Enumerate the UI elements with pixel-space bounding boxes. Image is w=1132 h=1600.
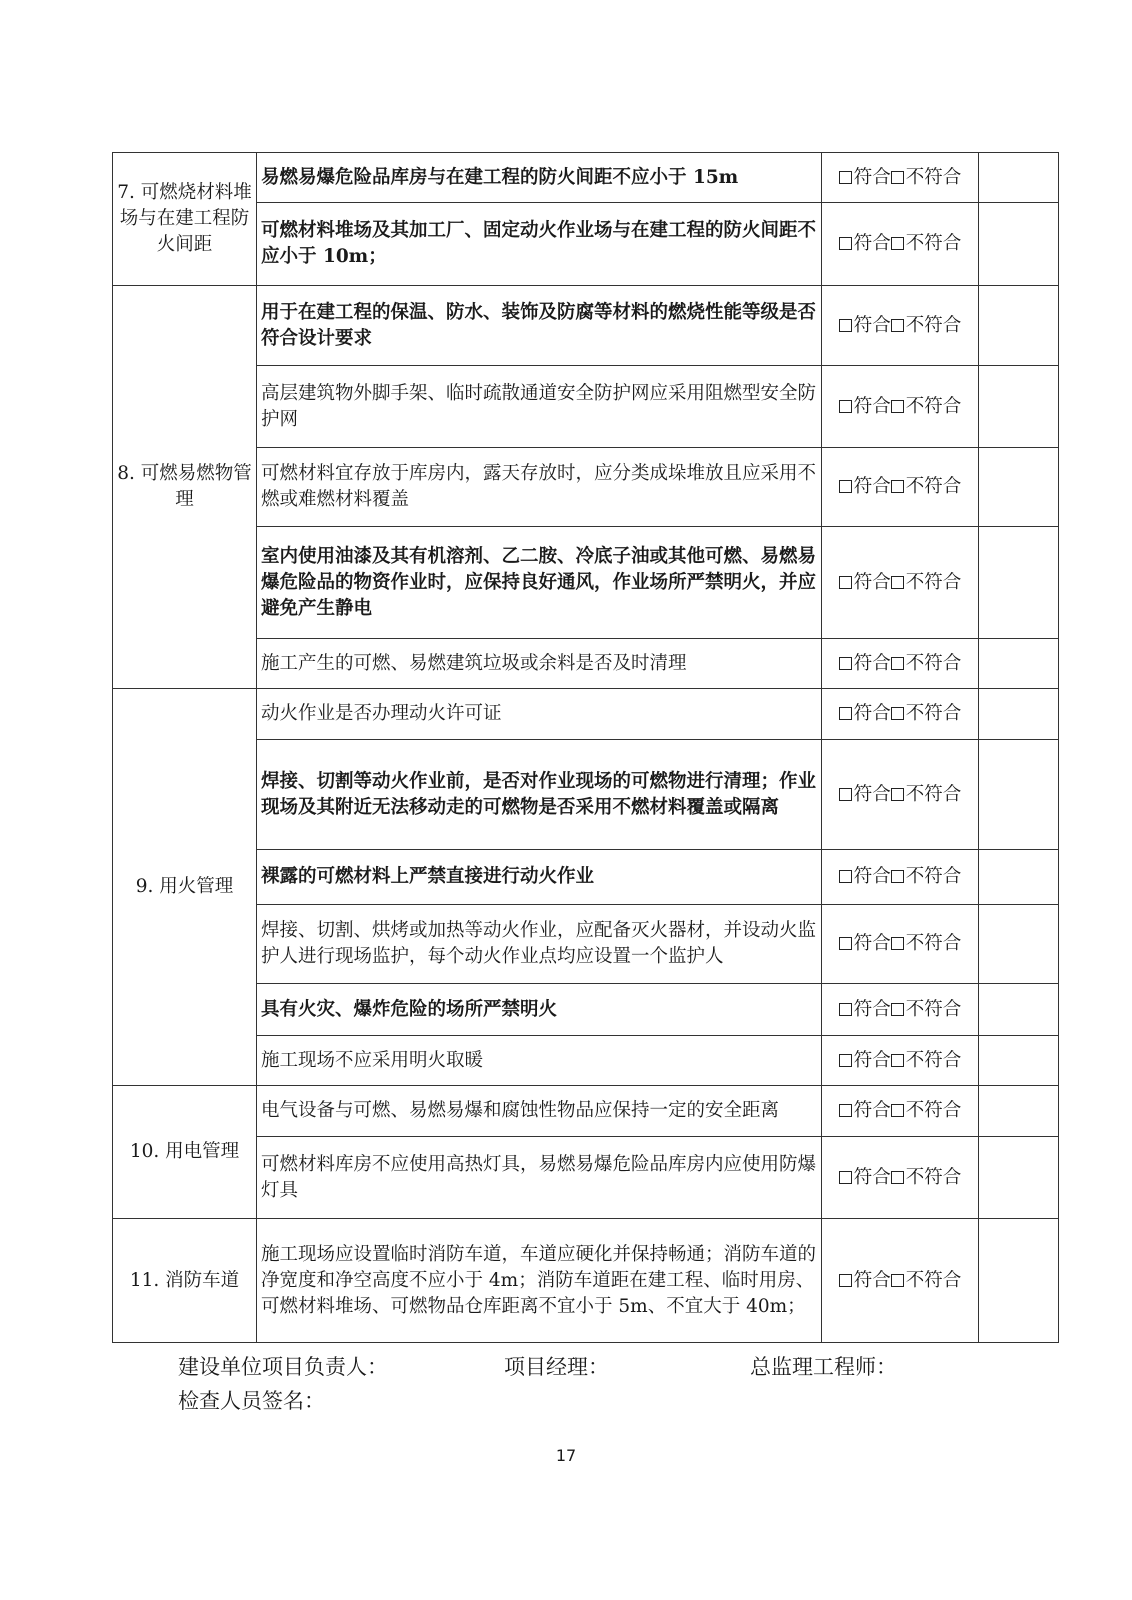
inspector-signature-label: 检查人员签名：: [178, 1389, 325, 1413]
checkbox-icon[interactable]: [839, 237, 852, 250]
category-cell: 11. 消防车道: [113, 1219, 257, 1343]
page-number: 17: [555, 1446, 577, 1465]
item-cell: 用于在建工程的保温、防水、装饰及防腐等材料的燃烧性能等级是否符合设计要求: [257, 286, 822, 366]
checkbox-icon[interactable]: [891, 1274, 904, 1287]
category-cell: 7. 可燃烧材料堆场与在建工程防火间距: [113, 153, 257, 286]
pm-signature-label: 项目经理：: [504, 1355, 609, 1379]
checkbox-icon[interactable]: [839, 1054, 852, 1067]
category-cell: 10. 用电管理: [113, 1086, 257, 1219]
checkbox-icon[interactable]: [839, 171, 852, 184]
item-cell: 高层建筑物外脚手架、临时疏散通道安全防护网应采用阻燃型安全防护网: [257, 366, 822, 448]
result-cell: 符合 不符合: [822, 286, 979, 366]
remark-cell[interactable]: [979, 1036, 1059, 1086]
item-cell: 施工产生的可燃、易燃建筑垃圾或余料是否及时清理: [257, 639, 822, 689]
result-cell: 符合 不符合: [822, 905, 979, 984]
signature-row: [178, 1350, 978, 1384]
checkbox-icon[interactable]: [891, 171, 904, 184]
item-cell: 电气设备与可燃、易燃易爆和腐蚀性物品应保持一定的安全距离: [257, 1086, 822, 1137]
remark-cell[interactable]: [979, 203, 1059, 286]
item-cell: 裸露的可燃材料上严禁直接进行动火作业: [257, 850, 822, 905]
result-cell: 符合 不符合: [822, 1086, 979, 1137]
table-row: [113, 689, 1059, 740]
item-cell: 焊接、切割等动火作业前，是否对作业现场的可燃物进行清理；作业现场及其附近无法移动走的可燃物是否采用不燃材料覆盖或隔离: [257, 740, 822, 850]
checkbox-icon[interactable]: [891, 576, 904, 589]
result-cell: 符合 不符合: [822, 153, 979, 203]
result-cell: 符合 不符合: [822, 448, 979, 527]
checkbox-icon[interactable]: [891, 1171, 904, 1184]
remark-cell[interactable]: [979, 527, 1059, 639]
table-row: [113, 286, 1059, 366]
owner-signature-label: 建设单位项目负责人：: [178, 1355, 388, 1379]
remark-cell[interactable]: [979, 639, 1059, 689]
checkbox-icon[interactable]: [839, 1003, 852, 1016]
checkbox-icon[interactable]: [839, 657, 852, 670]
item-cell: 可燃材料库房不应使用高热灯具，易燃易爆危险品库房内应使用防爆灯具: [257, 1137, 822, 1219]
remark-cell[interactable]: [979, 1086, 1059, 1137]
checkbox-icon[interactable]: [891, 657, 904, 670]
remark-cell[interactable]: [979, 153, 1059, 203]
table-row: [113, 1086, 1059, 1137]
item-cell: 易燃易爆危险品库房与在建工程的防火间距不应小于 15m: [257, 153, 822, 203]
result-cell: 符合 不符合: [822, 1036, 979, 1086]
item-cell: 可燃材料宜存放于库房内，露天存放时，应分类成垛堆放且应采用不燃或难燃材料覆盖: [257, 448, 822, 527]
remark-cell[interactable]: [979, 286, 1059, 366]
remark-cell[interactable]: [979, 689, 1059, 740]
result-cell: 符合 不符合: [822, 850, 979, 905]
remark-cell[interactable]: [979, 850, 1059, 905]
checkbox-icon[interactable]: [839, 400, 852, 413]
checkbox-icon[interactable]: [839, 576, 852, 589]
checkbox-icon[interactable]: [839, 707, 852, 720]
result-cell: 符合 不符合: [822, 689, 979, 740]
result-cell: 符合 不符合: [822, 639, 979, 689]
checkbox-icon[interactable]: [891, 400, 904, 413]
checkbox-icon[interactable]: [839, 1104, 852, 1117]
table-row: [113, 1219, 1059, 1343]
checkbox-icon[interactable]: [839, 319, 852, 332]
item-cell: 室内使用油漆及其有机溶剂、乙二胺、冷底子油或其他可燃、易燃易爆危险品的物资作业时，应保持良好通风，作业场所严禁明火，并应避免产生静电: [257, 527, 822, 639]
checklist-table: [112, 152, 1059, 1343]
signature-footer: [178, 1350, 978, 1418]
checkbox-icon[interactable]: [891, 707, 904, 720]
remark-cell[interactable]: [979, 905, 1059, 984]
item-cell: 施工现场不应采用明火取暖: [257, 1036, 822, 1086]
category-cell: 8. 可燃易燃物管理: [113, 286, 257, 689]
category-cell: 9. 用火管理: [113, 689, 257, 1086]
checkbox-icon[interactable]: [891, 788, 904, 801]
checkbox-icon[interactable]: [891, 1003, 904, 1016]
item-cell: 焊接、切割、烘烤或加热等动火作业，应配备灭火器材，并设动火监护人进行现场监护，每个动火作业点均应设置一个监护人: [257, 905, 822, 984]
remark-cell[interactable]: [979, 366, 1059, 448]
result-cell: 符合 不符合: [822, 1219, 979, 1343]
result-cell: 符合 不符合: [822, 1137, 979, 1219]
checkbox-icon[interactable]: [891, 937, 904, 950]
result-cell: 符合 不符合: [822, 366, 979, 448]
remark-cell[interactable]: [979, 740, 1059, 850]
checkbox-icon[interactable]: [891, 1104, 904, 1117]
result-cell: 符合 不符合: [822, 740, 979, 850]
result-cell: 符合 不符合: [822, 527, 979, 639]
item-cell: 具有火灾、爆炸危险的场所严禁明火: [257, 984, 822, 1036]
checkbox-icon[interactable]: [891, 237, 904, 250]
table-row: [113, 153, 1059, 203]
checkbox-icon[interactable]: [891, 480, 904, 493]
result-cell: 符合 不符合: [822, 203, 979, 286]
chief-engineer-signature-label: 总监理工程师：: [750, 1355, 897, 1379]
item-cell: 施工现场应设置临时消防车道，车道应硬化并保持畅通；消防车道的净宽度和净空高度不应小于 4m；消防车道距在建工程、临时用房、可燃材料堆场、可燃物品仓库距离不宜小于 5m、不宜大于 40m；: [257, 1219, 822, 1343]
checkbox-icon[interactable]: [891, 1054, 904, 1067]
checkbox-icon[interactable]: [839, 788, 852, 801]
item-cell: 动火作业是否办理动火许可证: [257, 689, 822, 740]
remark-cell[interactable]: [979, 1219, 1059, 1343]
result-cell: 符合 不符合: [822, 984, 979, 1036]
remark-cell[interactable]: [979, 1137, 1059, 1219]
item-cell: 可燃材料堆场及其加工厂、固定动火作业场与在建工程的防火间距不应小于 10m；: [257, 203, 822, 286]
remark-cell[interactable]: [979, 984, 1059, 1036]
checkbox-icon[interactable]: [839, 1171, 852, 1184]
checkbox-icon[interactable]: [839, 1274, 852, 1287]
checkbox-icon[interactable]: [891, 319, 904, 332]
checkbox-icon[interactable]: [891, 870, 904, 883]
checkbox-icon[interactable]: [839, 937, 852, 950]
checkbox-icon[interactable]: [839, 870, 852, 883]
checkbox-icon[interactable]: [839, 480, 852, 493]
remark-cell[interactable]: [979, 448, 1059, 527]
